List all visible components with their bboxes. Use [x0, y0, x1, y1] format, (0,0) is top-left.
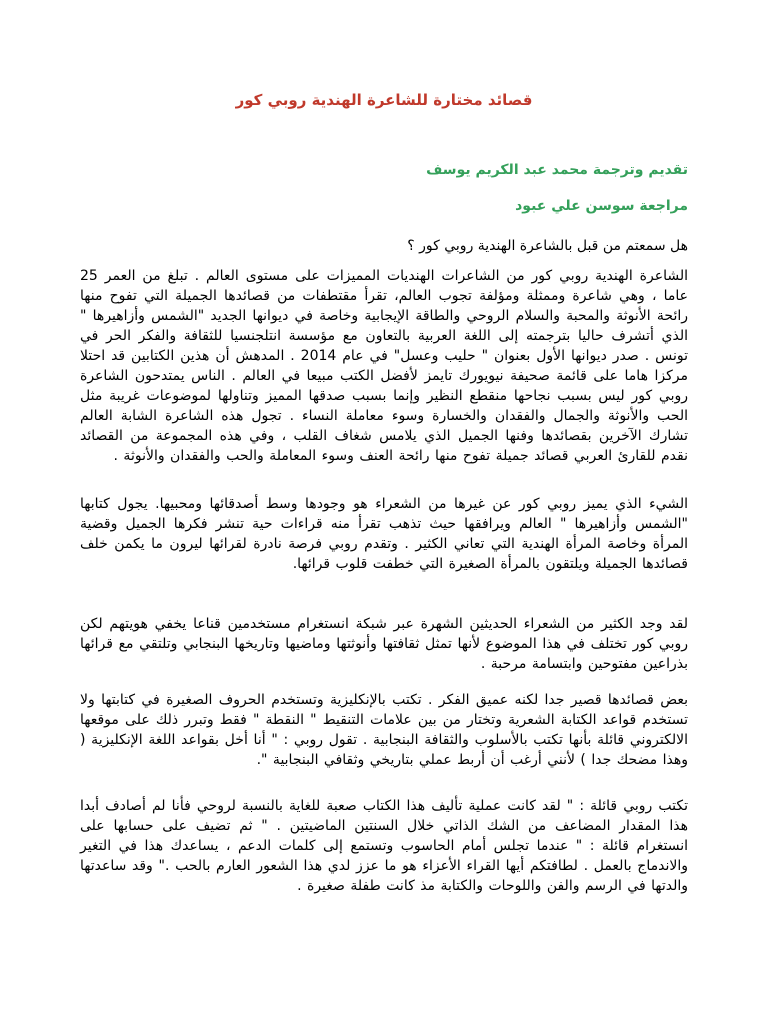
paragraph-style: بعض قصائدها قصير جدا لكنه عميق الفكر . تكتب بالإنكليزية وتستخدم الحروف الصغيرة في كتابتها ولا تستخدم قواعد الكتابة الشعرية وتختار من بين علامات التنقيط " النقطة " فقط وتبرر ذلك على موقعها الالكتروني قائلة بأنها تكتب بالأسلوب والثقافة البنجابية . تقول روبي : " أنا أخل بقواعد اللغة الإنكليزية ( وهذا مضحك جدا ) لأنني أرغب أن أربط عملي بتاريخي وثقافي البنجابية ".: [80, 692, 688, 768]
paragraph-distinction: الشيء الذي يميز روبي كور عن غيرها من الشعراء هو وجودها وسط أصدقائها ومحبيها. يجول كتابها "الشمس وأزاهيرها " العالم ويرافقها حيث تذهب تقرأ منه قراءات حية تنشر فكرها الجميل وقضية المرأة وخاصة المرأة الهندية التي تعاني الكثير . وتقدم روبي فرصة نادرة لقرائها ليرون ما يكمن خلف قصائدها الجميلة ويلتقون بالمرأة الصغيرة التي خطفت قلوب قرائها.: [80, 496, 688, 572]
paragraph-identity: لقد وجد الكثير من الشعراء الحديثين الشهرة عبر شبكة انستغرام مستخدمين قناعا يخفي هويتهم لكن روبي كور تختلف في هذا الموضوع لأنها تمثل ثقافتها وأنوثتها وماضيها وتاريخها البنجابي وتلتقي مع قرائها بذراعين مفتوحين وابتسامة مرحبة .: [80, 616, 688, 672]
translator-credit: تقديم وترجمة محمد عبد الكريم يوسف: [426, 162, 688, 178]
paragraph-writing-process: تكتب روبي قائلة : " لقد كانت عملية تأليف هذا الكتاب صعبة للغاية بالنسبة لروحي فأنا لم أصادف أبدا هذا المقدار المضاعف من الشك الذاتي خلال السنتين الماضيتين . " ثم تضيف على حسابها على انستغرام قائلة : " عندما تجلس أمام الحاسوب وتستمع إلى كلمات الدعم ، يساعدك هذا في التغير والاندماج بالعمل . لطافتكم أيها القراء الأعزاء هو ما عزز لدي هذا الشعور العارم بالحب ." وقد ساعدتها والدتها في الرسم والفن واللوحات والكتابة مذ كانت طفلة صغيرة .: [80, 798, 688, 894]
paragraph-intro: الشاعرة الهندية روبي كور من الشاعرات الهنديات المميزات على مستوى العالم . تبلغ من العمر 25 عاما ، وهي شاعرة وممثلة ومؤلفة تجوب العالم، تقرأ مقتطفات من قصائدها الجميلة التي تفوح منها رائحة الأنوثة والمحبة والسلام الروحي والطاقة الإيجابية وخاصة في ديوانها الجديد "الشمس وأزاهيرها " الذي أتشرف حاليا بترجمته إلى اللغة العربية بالتعاون مع مؤسسة انتلجنسيا للثقافة والفكر الحر في تونس . صدر ديوانها الأول بعنوان " حليب وعسل" في عام 2014 . المدهش أن هذين الكتابين قد احتلا مركزا هاما على قائمة صحيفة نيويورك تايمز لأفضل الكتب مبيعا في العالم . الناس يمتدحون الشاعرة روبي كور ليس بسبب نجاحها منقطع النظير وإنما بسبب صدقها المميز وتناولها لموضوعات غريبة مثل الحب والأنوثة والجمال والفقدان والخسارة وسوء معاملة النساء . تجول هذه الشاعرة الشابة العالم تشارك الآخرين بقصائدها وفنها الجميل الذي يلامس شغاف القلب ، وفي هذه المجموعة من القصائد نقدم للقارئ العربي قصائد جميلة تفوح منها رائحة العنف وسوء المعاملة والحب والفقدان والأنوثة .: [80, 268, 688, 464]
intro-question: هل سمعتم من قبل بالشاعرة الهندية روبي كور ؟: [407, 238, 688, 254]
document-title: قصائد مختارة للشاعرة الهندية روبي كور: [235, 91, 533, 109]
reviewer-credit: مراجعة سوسن علي عبود: [515, 198, 688, 214]
